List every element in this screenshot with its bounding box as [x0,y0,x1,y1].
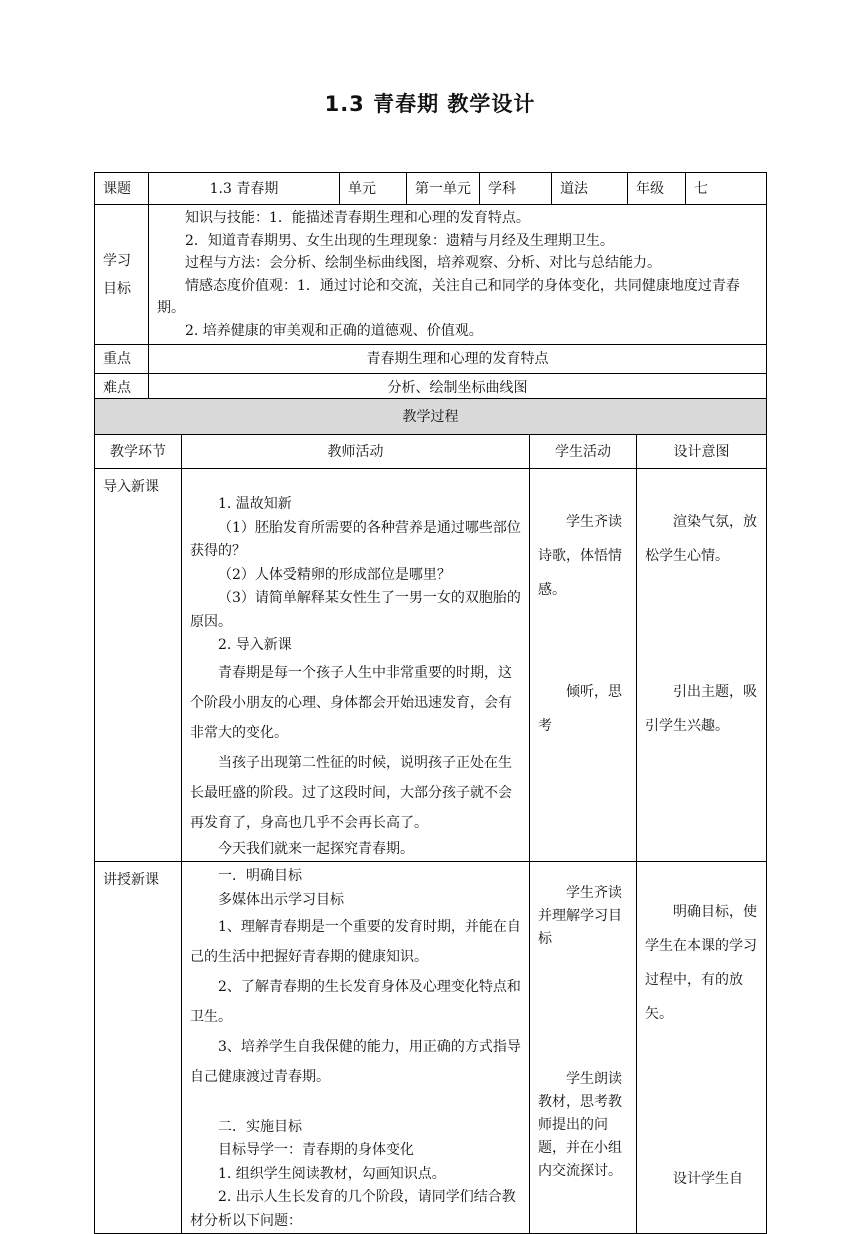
teacher-line: 今天我们就来一起探究青春期。 [218,840,414,857]
column-header-stage: 教学环节 [95,435,182,469]
grade-value: 七 [686,173,767,205]
column-header-teacher: 教师活动 [182,435,530,469]
objective-line: 情感态度价值观：1．通过讨论和交流，关注自己和同学的身体变化，共同健康地度过青春期。 [157,277,740,316]
objective-line: 2．知道青春期男、女生出现的生理现象：遗精与月经及生理期卫生。 [185,232,614,249]
intro-student-activity [530,469,637,862]
difficulty-value: 分析、绘制坐标曲线图 [149,374,767,402]
intent-text: 设计学生自 [673,1171,743,1187]
teacher-line: 1. 温故知新 [218,496,292,512]
teacher-line: （3）请简单解释某女性生了一男一女的双胞胎的原因。 [190,590,521,630]
objectives-content [149,205,767,345]
unit-value: 第一单元 [407,173,480,205]
student-activity-text: 学生朗读教材，思考教师提出的问题，并在小组内交流探讨。 [538,1071,622,1179]
objectives-label-line1: 学习 [103,252,131,269]
teacher-line: 2. 出示人生长发育的几个阶段，请同学们结合教材分析以下问题： [190,1189,516,1229]
process-header-row [95,399,767,435]
intent-text: 引出主题，吸引学生兴趣。 [645,684,757,734]
teacher-line: 二．实施目标 [218,1118,302,1135]
lesson-info-table [94,172,767,402]
teacher-line: 多媒体出示学习目标 [218,891,344,908]
objective-line: 知识与技能：1．能描述青春期生理和心理的发育特点。 [185,210,530,226]
teacher-line: 2、了解青春期的生长发育身体及心理变化特点和卫生。 [190,979,521,1025]
student-activity-text: 倾听，思考 [538,684,622,734]
lesson-value: 1.3 青春期 [149,173,340,205]
teach-row [95,862,767,1234]
student-activity-text: 学生齐读并理解学习目标 [538,885,622,947]
info-row [95,173,767,205]
student-activity-text: 学生齐读诗歌，体悟情感。 [538,514,622,598]
teach-intent [637,862,767,1234]
teacher-line: 2. 导入新课 [218,637,292,653]
objective-line: 过程与方法：会分析、绘制坐标曲线图，培养观察、分析、对比与总结能力。 [185,255,661,271]
key-point-label: 重点 [95,345,149,374]
teacher-line: 3、培养学生自我保健的能力，用正确的方式指导自己健康渡过青春期。 [190,1039,521,1085]
teacher-line: 1. 组织学生阅读教材，勾画知识点。 [218,1165,446,1182]
teacher-line: 青春期是每一个孩子人生中非常重要的时期，这个阶段小朋友的心理、身体都会开始迅速发育，会有非常大的变化。 [190,664,512,741]
difficulty-label: 难点 [95,374,149,402]
intro-row [95,469,767,862]
teacher-line: 目标导学一：青春期的身体变化 [218,1142,414,1158]
objectives-label-line2: 目标 [103,280,131,297]
teacher-line: 当孩子出现第二性征的时候，说明孩子正处在生长最旺盛的阶段。过了这段时间，大部分孩子就不会再发育了，身高也几乎不会再长高了。 [190,754,512,831]
teacher-line: 一．明确目标 [218,868,302,884]
intro-stage: 导入新课 [95,469,182,862]
teaching-process-table [94,398,767,1234]
subject-value: 道法 [552,173,628,205]
column-header-intent: 设计意图 [637,435,767,469]
column-header-row [95,435,767,469]
unit-label: 单元 [340,173,407,205]
intro-intent [637,469,767,862]
objectives-label [95,205,149,345]
lesson-label: 课题 [95,173,149,205]
key-point-value: 青春期生理和心理的发育特点 [149,345,767,374]
intro-teacher-activity [182,469,530,862]
column-header-student: 学生活动 [530,435,637,469]
objectives-row [95,205,767,345]
key-point-row [95,345,767,374]
teach-teacher-activity [182,862,530,1234]
intent-text: 渲染气氛，放松学生心情。 [645,514,757,564]
process-header: 教学过程 [95,399,767,435]
document-title: 1.3 青春期 教学设计 [324,92,536,116]
teacher-line: （1）胚胎发育所需要的各种营养是通过哪些部位获得的？ [190,519,521,559]
teacher-line: 1、理解青春期是一个重要的发育时期，并能在自己的生活中把握好青春期的健康知识。 [190,919,521,965]
teach-student-activity [530,862,637,1234]
intent-text: 明确目标，使学生在本课的学习过程中，有的放矢。 [645,904,757,1022]
objective-line: 2. 培养健康的审美观和正确的道德观、价值观。 [185,322,483,339]
teacher-line: （2）人体受精卵的形成部位是哪里？ [218,566,451,583]
teach-stage: 讲授新课 [95,862,182,1234]
grade-label: 年级 [628,173,686,205]
subject-label: 学科 [480,173,552,205]
